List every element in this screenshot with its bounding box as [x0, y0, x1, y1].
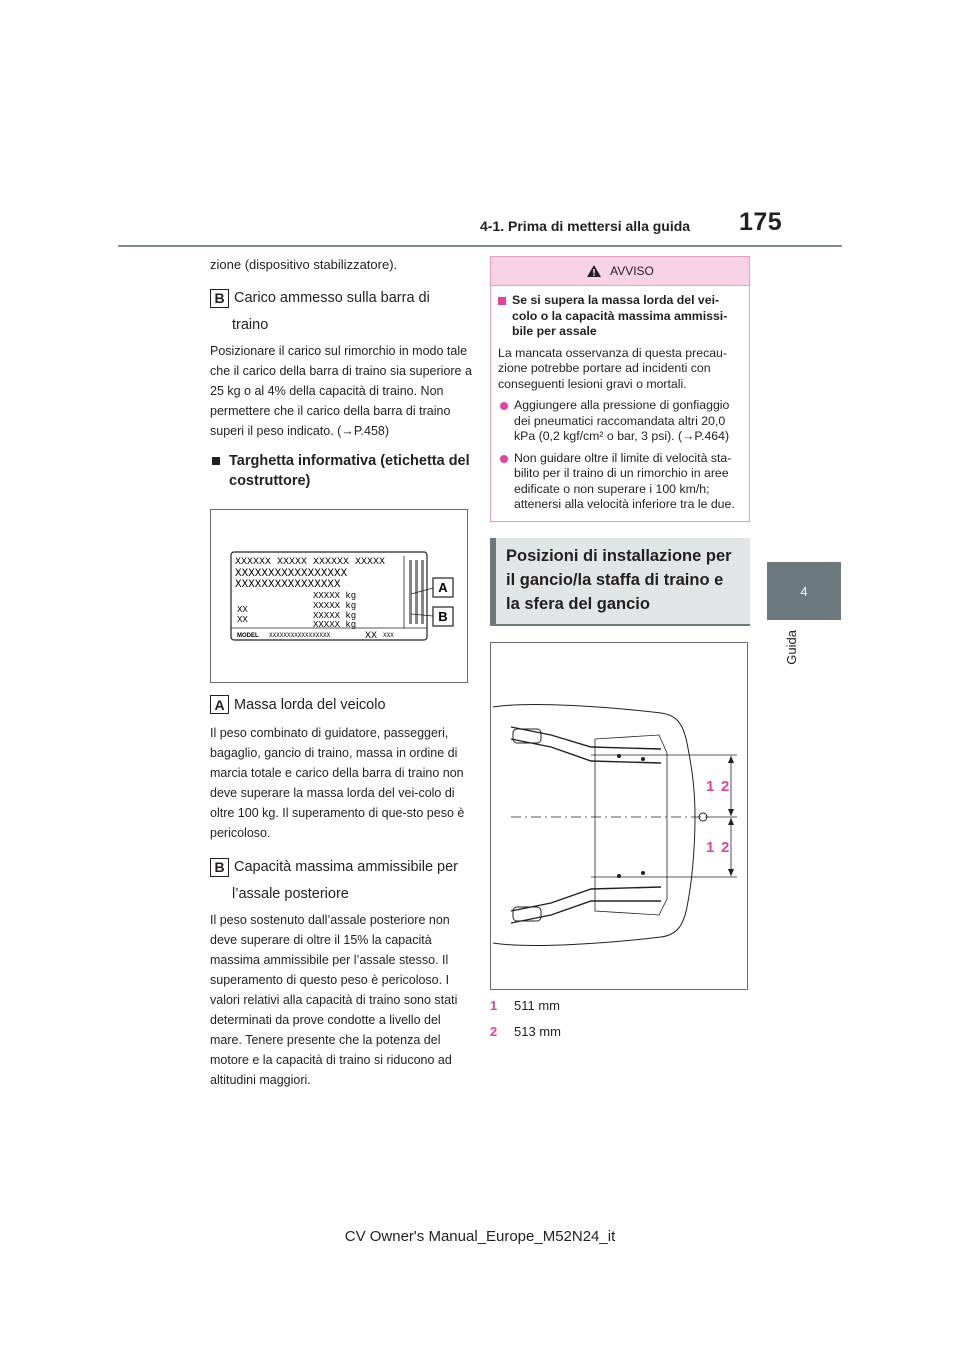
- callout-b: B: [438, 609, 448, 624]
- install-heading: Posizioni di installazione per il gancio/la staffa di traino e la sfera del gancio: [490, 538, 750, 626]
- plate-kg-row: XXXXX kg: [313, 611, 357, 621]
- plate-model-label: MODEL: [237, 633, 259, 639]
- axle-capacity-text: Il peso sostenuto dall’assale posteriore non deve superare di oltre il 15% la capacità massima ammissibile per l’assale stesso. Il superamento di questo peso è pericoloso. I valori relativi alla capacità di traino sono stati determinati da prove condotte a livello del mare. Tenere presente che la potenza del motore e la capacità di traino si riducono ad altitudini maggiori.: [210, 913, 458, 1087]
- plate-row-3: XXXXXXXXXXXXXXXX: [235, 579, 341, 591]
- plate-heading-text: Targhetta informativa (etichetta del costruttore): [229, 453, 470, 489]
- left-column: [210, 256, 472, 1090]
- measurement-row: [490, 996, 750, 1016]
- pink-dot-icon: [500, 402, 508, 410]
- warning-intro: La mancata osservanza di questa precau-zione potrebbe portare ad incidenti con conseguenti lesioni gravi o mortali.: [498, 345, 727, 391]
- heading-line: Capacità massima ammissibile per: [234, 859, 459, 875]
- measurement-value: 513 mm: [514, 1023, 561, 1039]
- warning-header: [491, 257, 749, 286]
- chapter-tab: [767, 562, 841, 620]
- right-column: [490, 256, 750, 1042]
- towbar-illustration: [491, 643, 747, 989]
- plate-kg-row: XXXXX kg: [313, 601, 357, 611]
- measurement-number: 1: [490, 997, 498, 1013]
- gross-mass-text: Il peso combinato di guidatore, passeggeri, bagaglio, gancio di traino, massa in ordine di marcia totale e carico della barra di traino non deve superare la massa lorda del vei-colo di oltre 100 kg. Il superamento di que-sto peso è pericoloso.: [210, 726, 465, 840]
- plate-kg-row: XXXXX kg: [313, 591, 357, 601]
- plate-model-value: XXXXXXXXXXXXXXXXX: [269, 632, 331, 639]
- warning-triangle-icon: [586, 264, 602, 278]
- tongue-load-text: Posizionare il carico sul rimorchio in modo tale che il carico della barra di traino sia superiore a 25 kg o al 4% della capacità di traino. Non permettere che il carico della barra di traino superi il peso indicato. (→P.458): [210, 344, 472, 438]
- plate-small-left: XX: [237, 615, 248, 625]
- heading-tongue-load: [210, 288, 472, 335]
- fig-label-1: 1: [706, 777, 715, 795]
- plate-model-tail: XXX: [383, 632, 394, 639]
- measurement-value: 511 mm: [514, 997, 560, 1013]
- plate-heading: [210, 451, 472, 491]
- fig-label-2: 2: [721, 838, 730, 856]
- measurement-row: [490, 1022, 750, 1042]
- section-title: 4-1. Prima di mettersi alla guida: [480, 218, 691, 234]
- page-number: 175: [739, 208, 783, 236]
- manufacturer-label-figure: [210, 509, 468, 683]
- fig-label-2: 2: [721, 777, 730, 795]
- footer-manual-id: CV Owner's Manual_Europe_M52N24_it: [344, 1228, 616, 1245]
- heading-line-cont: traino: [232, 317, 269, 333]
- letter-a-badge: A: [210, 695, 229, 714]
- warning-item-text: Aggiungere alla pressione di gonfiaggio dei pneumatici raccomandata altri 20,0 kPa (0,2 kgf/cm² o bar, 3 psi). (→P.464): [514, 398, 730, 443]
- manufacturer-label-illustration: [211, 510, 467, 682]
- plate-kg-row: XXXXX kg: [313, 620, 357, 630]
- plate-row-1: XXXXXX XXXXX XXXXXX XXXXX: [235, 557, 386, 568]
- pink-dot-icon: [500, 455, 508, 463]
- callout-a: A: [438, 580, 448, 595]
- towbar-position-figure: [490, 642, 748, 990]
- warning-title-text: Se si supera la massa lorda del vei-colo o la capacità massima ammissi-bile per assale: [512, 293, 728, 338]
- plate-row-2: XXXXXXXXXXXXXXXXX: [235, 568, 348, 580]
- warning-item: [498, 398, 743, 445]
- bullet-square-icon: [212, 457, 220, 465]
- letter-b-badge: B: [210, 289, 229, 308]
- letter-b-badge: B: [210, 858, 229, 877]
- warning-header-text: AVVISO: [610, 264, 654, 278]
- warning-box: [490, 256, 750, 522]
- header-rule: [118, 245, 842, 247]
- warning-body: [491, 286, 749, 521]
- heading-axle-capacity: [210, 857, 472, 904]
- plate-model-big: XX: [365, 631, 378, 642]
- chapter-label: Guida: [784, 630, 799, 665]
- plate-small-left: XX: [237, 605, 248, 615]
- heading-line-cont: l’assale posteriore: [232, 886, 349, 902]
- warning-item: [498, 451, 743, 513]
- chapter-number: 4: [800, 583, 808, 599]
- warning-title: [498, 293, 743, 340]
- heading-line: Carico ammesso sulla barra di: [234, 290, 430, 306]
- fig-label-1: 1: [706, 838, 715, 856]
- warning-item-text: Non guidare oltre il limite di velocità sta-bilito per il traino di un rimorchio in aree edificate o non superare i 100 km/h; attenersi alla velocità inferiore tra le due.: [514, 450, 735, 511]
- lead-text: zione (dispositivo stabilizzatore).: [210, 257, 398, 272]
- heading-gross-mass-text: Massa lorda del veicolo: [234, 697, 386, 713]
- heading-gross-mass: [210, 695, 472, 715]
- measurement-number: 2: [490, 1023, 498, 1039]
- pink-square-icon: [498, 297, 506, 305]
